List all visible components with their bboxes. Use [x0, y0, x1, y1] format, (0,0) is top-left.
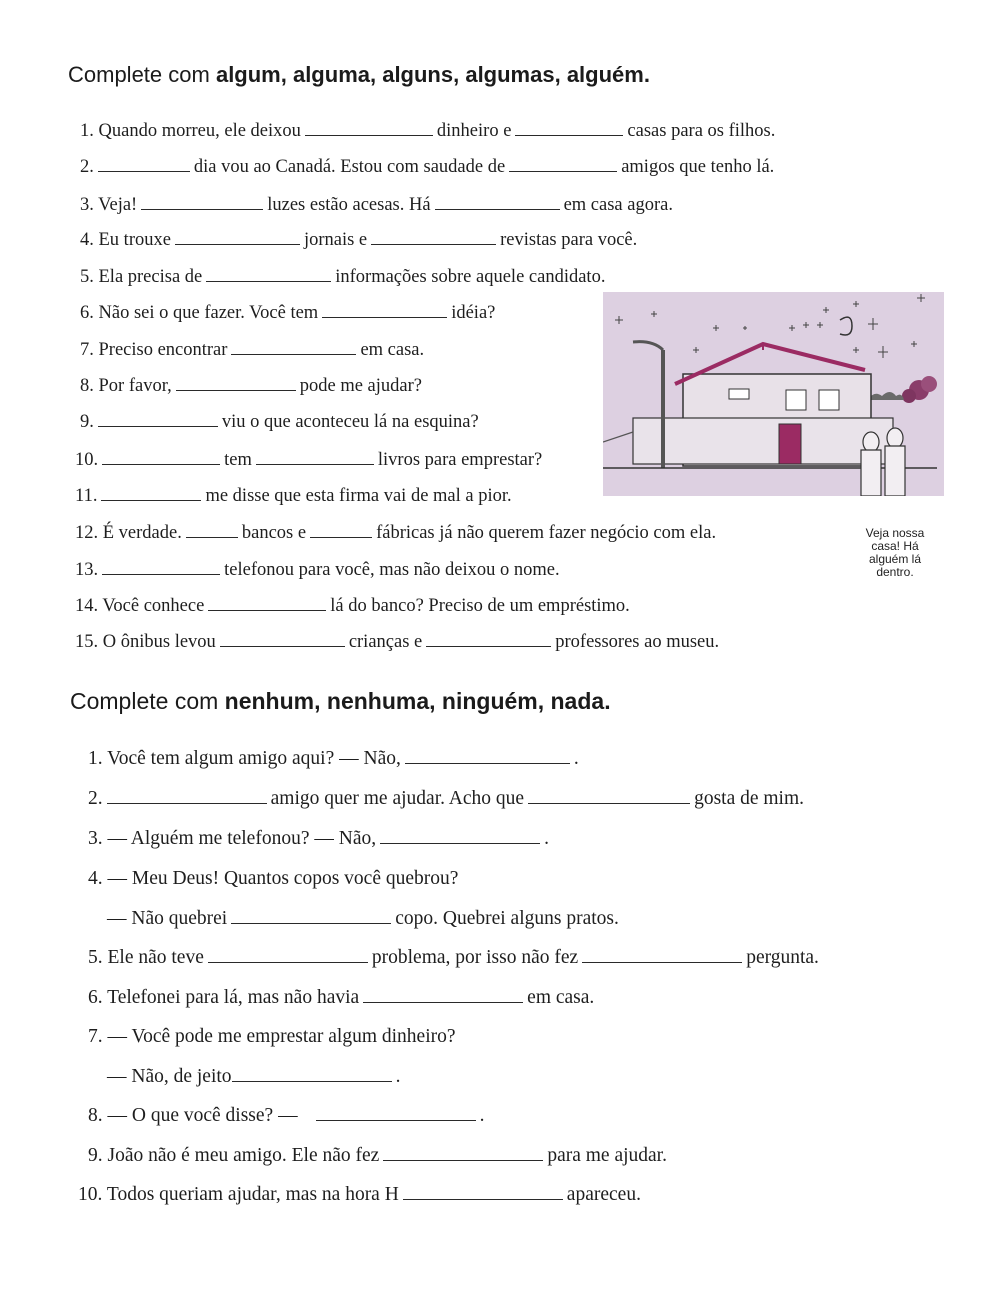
answer-blank[interactable] — [305, 134, 433, 136]
exercise-1-11: 11. me disse que esta firma vai de mal a pior. — [75, 486, 512, 506]
answer-blank[interactable] — [509, 170, 617, 172]
exercise-1-8: 8. Por favor, pode me ajudar? — [80, 376, 422, 396]
exercise-2-4b: — Não quebrei copo. Quebrei alguns pratos. — [107, 908, 619, 929]
section1-heading-words: algum, alguma, alguns, algumas, alguém. — [215, 62, 650, 87]
answer-blank[interactable] — [528, 802, 690, 804]
section2-heading — [70, 688, 611, 715]
exercise-2-8: 8. — O que você disse? — . — [88, 1105, 485, 1126]
exercise-1-9: 9. viu o que aconteceu lá na esquina? — [80, 412, 479, 432]
answer-blank[interactable] — [383, 1159, 543, 1161]
exercise-1-10: 10. tem livros para emprestar? — [75, 450, 543, 470]
exercise-2-4: 4. — Meu Deus! Quantos copos você quebrou? — [88, 868, 459, 889]
exercise-1-14: 14. Você conhece lá do banco? Preciso de um empréstimo. — [75, 596, 630, 616]
exercise-1-2: 2. dia vou ao Canadá. Estou com saudade de amigos que tenho lá. — [80, 157, 775, 177]
exercise-1-3: 3. Veja! luzes estão acesas. Há em casa agora. — [80, 195, 673, 215]
exercise-2-1: 1. Você tem algum amigo aqui? — Não, . — [88, 748, 579, 769]
answer-blank[interactable] — [426, 645, 551, 647]
answer-blank[interactable] — [141, 208, 263, 210]
answer-blank[interactable] — [310, 536, 372, 538]
section2-heading-prefix: Complete com — [70, 688, 225, 714]
answer-blank[interactable] — [316, 1119, 476, 1121]
section2-heading-words: nenhum, nenhuma, ninguém, nada. — [224, 688, 611, 714]
exercise-1-6: 6. Não sei o que fazer. Você tem idéia? — [80, 303, 496, 323]
exercise-1-15: 15. O ônibus levou crianças e professores ao museu. — [75, 632, 720, 652]
exercise-2-2: 2. amigo quer me ajudar. Acho que gosta de mim. — [88, 788, 805, 809]
answer-blank[interactable] — [176, 389, 296, 391]
answer-blank[interactable] — [582, 961, 742, 963]
answer-blank[interactable] — [403, 1198, 563, 1200]
answer-blank[interactable] — [231, 353, 356, 355]
answer-blank[interactable] — [206, 280, 331, 282]
section1-heading-prefix: Complete com — [68, 62, 216, 87]
answer-blank[interactable] — [107, 802, 267, 804]
answer-blank[interactable] — [256, 463, 374, 465]
answer-blank[interactable] — [175, 243, 300, 245]
answer-blank[interactable] — [208, 609, 326, 611]
exercise-2-3: 3. — Alguém me telefonou? — Não, . — [88, 828, 549, 849]
answer-blank[interactable] — [435, 208, 560, 210]
answer-blank[interactable] — [363, 1001, 523, 1003]
exercise-2-5: 5. Ele não teve problema, por isso não fez pergunta. — [88, 947, 819, 968]
exercise-1-4: 4. Eu trouxe jornais e revistas para você. — [80, 230, 638, 250]
exercise-2-7: 7. — Você pode me emprestar algum dinheiro? — [88, 1026, 456, 1047]
exercise-1-12: 12. É verdade. bancos e fábricas já não querem fazer negócio com ela. — [75, 523, 717, 543]
answer-blank[interactable] — [515, 134, 623, 136]
exercise-1-5: 5. Ela precisa de informações sobre aquele candidato. — [80, 267, 606, 287]
answer-blank[interactable] — [232, 1080, 392, 1082]
answer-blank[interactable] — [380, 842, 540, 844]
section1-heading — [68, 62, 650, 88]
exercise-2-6: 6. Telefonei para lá, mas não havia em casa. — [88, 987, 595, 1008]
answer-blank[interactable] — [371, 243, 496, 245]
answer-blank[interactable] — [102, 573, 220, 575]
illustration-caption: Veja nossa casa! Há alguém lá dentro. — [865, 526, 925, 579]
exercise-1-7: 7. Preciso encontrar em casa. — [80, 340, 425, 360]
answer-blank[interactable] — [98, 425, 218, 427]
exercise-2-9: 9. João não é meu amigo. Ele não fez para me ajudar. — [88, 1145, 667, 1166]
answer-blank[interactable] — [186, 536, 238, 538]
answer-blank[interactable] — [231, 922, 391, 924]
answer-blank[interactable] — [102, 463, 220, 465]
exercise-2-7b: — Não, de jeito . — [107, 1066, 401, 1087]
answer-blank[interactable] — [101, 499, 201, 501]
exercise-1-1: 1. Quando morreu, ele deixou dinheiro e casas para os filhos. — [80, 121, 776, 141]
exercise-2-10: 10. Todos queriam ajudar, mas na hora H apareceu. — [78, 1184, 641, 1205]
exercise-1-13: 13. telefonou para você, mas não deixou o nome. — [75, 560, 560, 580]
answer-blank[interactable] — [322, 316, 447, 318]
answer-blank[interactable] — [208, 961, 368, 963]
house-night-illustration — [603, 292, 944, 496]
answer-blank[interactable] — [220, 645, 345, 647]
answer-blank[interactable] — [98, 170, 190, 172]
answer-blank[interactable] — [405, 762, 570, 764]
